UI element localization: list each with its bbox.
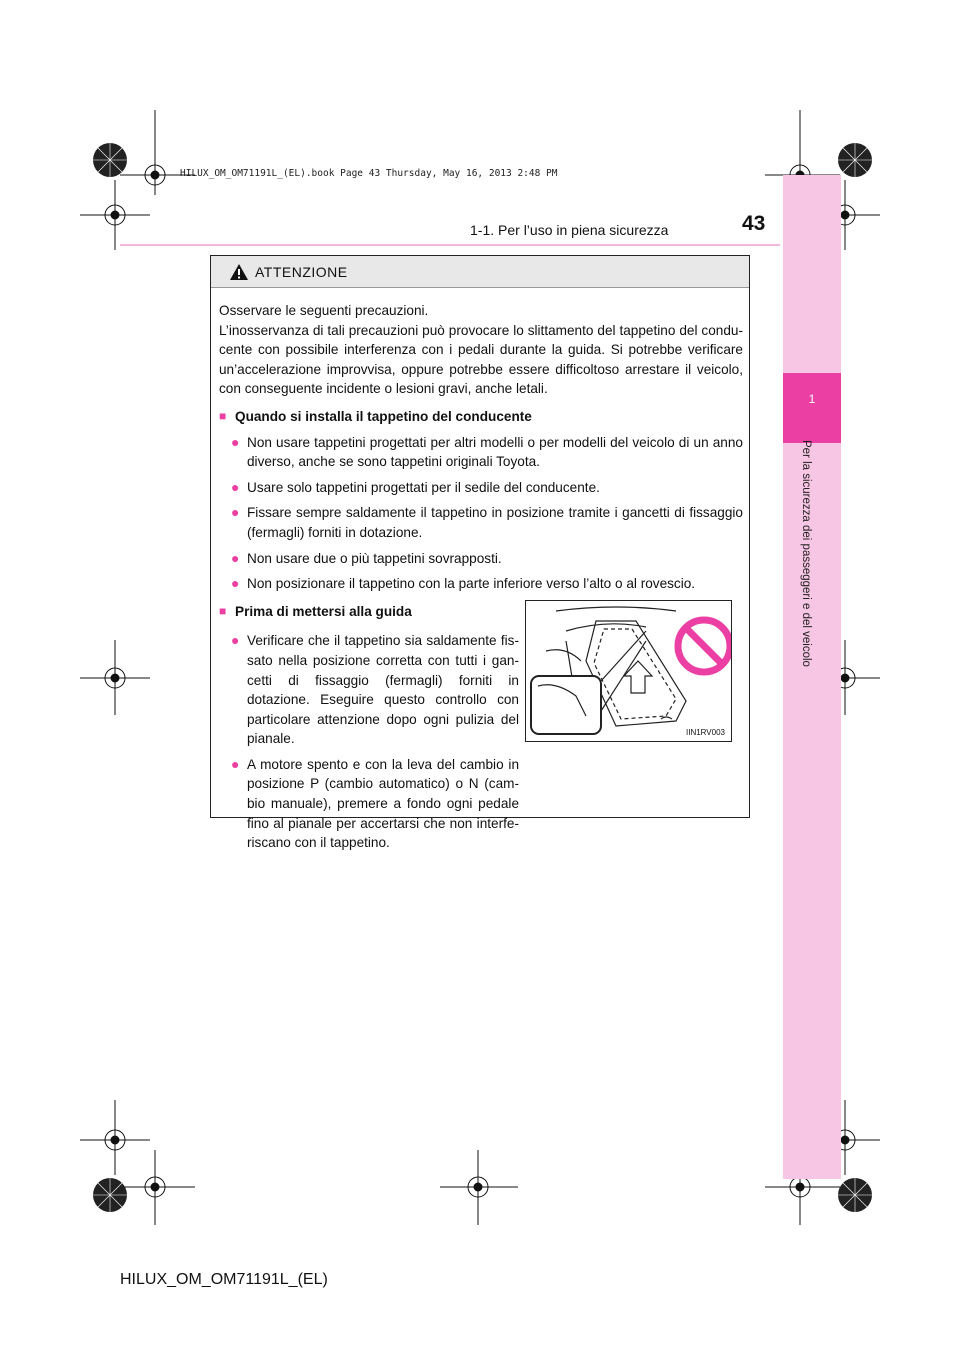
chapter-number: 1 bbox=[808, 392, 816, 406]
list-item bbox=[219, 574, 743, 594]
list-item-text: Usare solo tappetini progettati per il sedile del conducente. bbox=[247, 479, 600, 495]
page-number: 43 bbox=[742, 212, 766, 235]
heading-text: Quando si installa il tappetino del conducente bbox=[235, 408, 532, 424]
chapter-side-tab bbox=[783, 175, 841, 1179]
warning-title: ATTENZIONE bbox=[255, 264, 348, 280]
list-item bbox=[219, 433, 743, 472]
list-item-text: A motore spento e con la leva del cambio in posizione P (cambio automatico) o N (cam-bio manuale), premere a fondo ogni pedale fino al pianale per accertarsi che non interfe-riscano con il tappetino. bbox=[247, 756, 519, 851]
section-title: 1-1. Per l’uso in piena sicurezza bbox=[470, 222, 669, 238]
circle-bullet-icon: ● bbox=[231, 433, 240, 450]
circle-bullet-icon: ● bbox=[231, 478, 240, 495]
warning-body bbox=[219, 301, 743, 853]
square-bullet-icon: ■ bbox=[219, 408, 227, 423]
circle-bullet-icon: ● bbox=[231, 549, 240, 566]
intro-line-2: L’inosservanza di tali precauzioni può provocare lo slittamento del tappetino del condu-cente con possibile interferenza con i pedali durante la guida. Si potrebbe verificare un’accelerazione improvvisa, oppure potrebbe essere difficoltoso arrestare il veicolo, con conseguente incidente o lesioni gravi, anche letali. bbox=[219, 322, 743, 397]
section-heading-install bbox=[219, 407, 743, 427]
warning-header bbox=[211, 256, 749, 288]
heading-text: Prima di mettersi alla guida bbox=[235, 603, 412, 619]
floor-mat-drawing bbox=[526, 601, 732, 742]
list-item-text: Verificare che il tappetino sia saldamente fis-sato nella posizione corretta con tutti i gan-cetti di fissaggio (fermagli) forniti in dotazione. Eseguire questo controllo con particolare attenzione dopo ogni pulizia del pianale. bbox=[247, 633, 519, 747]
illustration-code: IIN1RV003 bbox=[686, 728, 725, 737]
list-item-text: Non usare due o più tappetini sovrapposti. bbox=[247, 550, 502, 566]
chapter-title: Per la sicurezza dei passeggeri e del veicolo bbox=[800, 440, 812, 667]
list-item-text: Non posizionare il tappetino con la parte inferiore verso l’alto o al rovescio. bbox=[247, 576, 696, 592]
list-item bbox=[219, 755, 519, 853]
footer-manual-code: HILUX_OM_OM71191L_(EL) bbox=[120, 1271, 328, 1288]
circle-bullet-icon: ● bbox=[231, 504, 240, 521]
list-item bbox=[219, 503, 743, 542]
chapter-tab-active bbox=[783, 373, 841, 443]
square-bullet-icon: ■ bbox=[219, 603, 227, 618]
print-mark: HILUX_OM_OM71191L_(EL).book Page 43 Thursday, May 16, 2013 2:48 PM bbox=[180, 168, 558, 179]
floor-mat-illustration bbox=[525, 600, 732, 742]
warning-triangle-icon bbox=[229, 263, 249, 281]
list-item bbox=[219, 549, 743, 569]
list-item-text: Non usare tappetini progettati per altri modelli o per modelli del veicolo di un anno diverso, anche se sono tappetini originali Toyota. bbox=[247, 434, 743, 470]
before-driving-list bbox=[219, 631, 519, 853]
list-item bbox=[219, 631, 519, 749]
circle-bullet-icon: ● bbox=[231, 575, 240, 592]
header-rule bbox=[120, 244, 780, 246]
list-item-text: Fissare sempre saldamente il tappetino in posizione tramite i gancetti di fissaggio (fermagli) forniti in dotazione. bbox=[247, 505, 743, 540]
intro-line-1: Osservare le seguenti precauzioni. bbox=[219, 303, 429, 318]
circle-bullet-icon: ● bbox=[231, 755, 240, 772]
circle-bullet-icon: ● bbox=[231, 632, 240, 649]
list-item bbox=[219, 478, 743, 498]
